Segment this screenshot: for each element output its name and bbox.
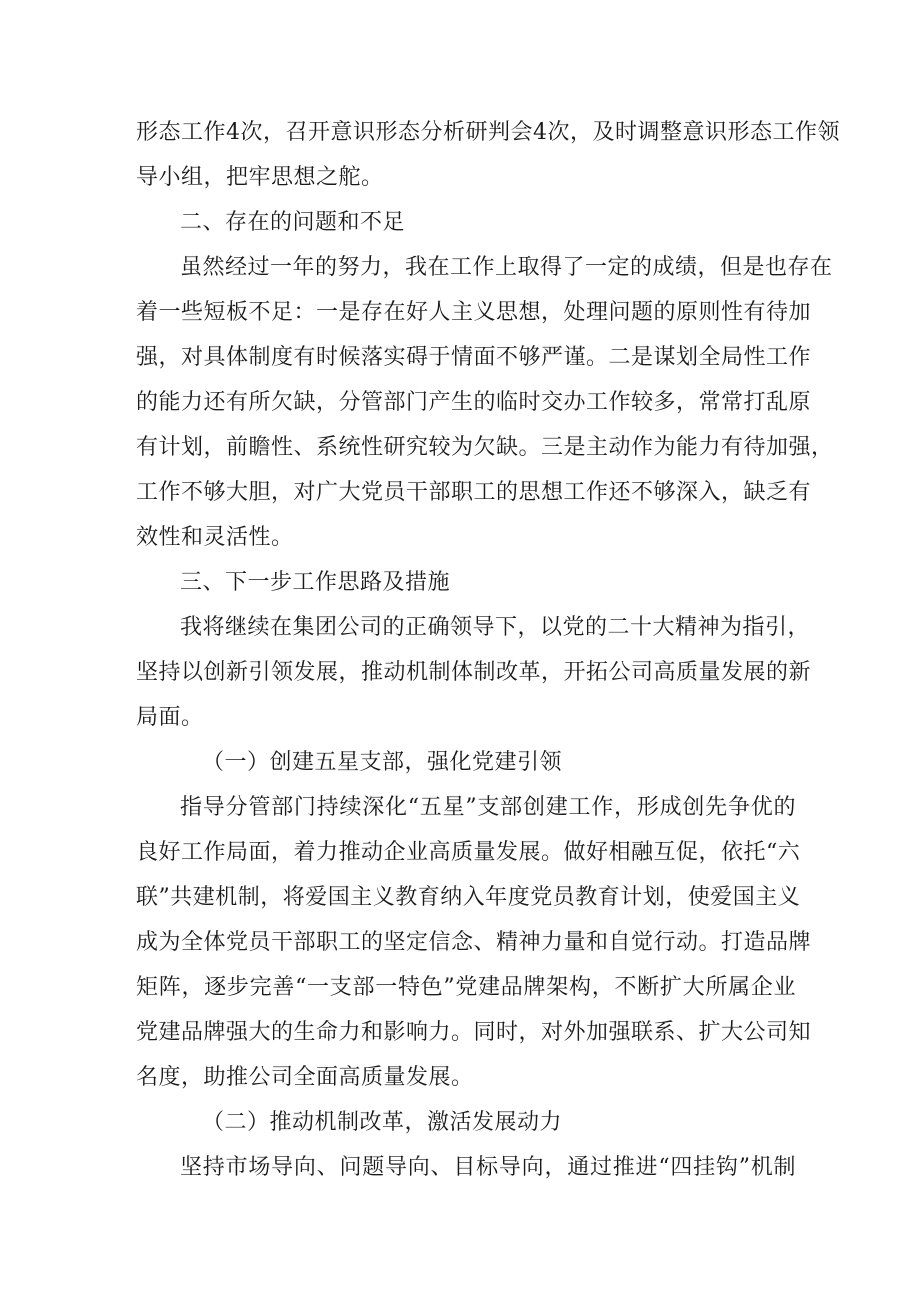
paragraph-line: 虽然经过一年的努力，我在工作上取得了一定的成绩，但是也存在 xyxy=(180,255,833,280)
paragraph-line: 着一些短板不足：一是存在好人主义思想，处理问题的原则性有待加 xyxy=(136,300,812,325)
paragraph-line: 效性和灵活性。 xyxy=(136,525,294,550)
paragraph-line: 坚持市场导向、问题导向、目标导向，通过推进“四挂钩”机制 xyxy=(180,1155,796,1180)
paragraph-line: 导小组，把牢思想之舵。 xyxy=(136,165,384,190)
paragraph-line: 成为全体党员干部职工的坚定信念、精神力量和自觉行动。打造品牌 xyxy=(136,930,812,955)
paragraph-line: 坚持以创新引领发展，推动机制体制改革，开拓公司高质量发展的新 xyxy=(136,660,812,685)
paragraph-line: 矩阵，逐步完善“一支部一特色”党建品牌架构，不断扩大所属企业 xyxy=(136,975,796,1000)
paragraph-line: 良好工作局面，着力推动企业高质量发展。做好相融互促，依托“六 xyxy=(136,840,801,865)
paragraph-line: 局面。 xyxy=(136,705,204,730)
subsection-heading-1: （一）创建五星支部，强化党建引领 xyxy=(202,750,563,775)
paragraph-line: 工作不够大胆，对广大党员干部职工的思想工作还不够深入，缺乏有 xyxy=(136,480,812,505)
paragraph-line: 指导分管部门持续深化“五星”支部创建工作，形成创先争优的 xyxy=(180,795,796,820)
paragraph-line: 我将继续在集团公司的正确领导下，以党的二十大精神为指引， xyxy=(180,615,811,640)
paragraph-line: 强，对具体制度有时候落实碍于情面不够严谨。二是谋划全局性工作 xyxy=(136,345,812,370)
subsection-heading-2: （二）推动机制改革，激活发展动力 xyxy=(202,1110,563,1135)
paragraph-line: 的能力还有所欠缺，分管部门产生的临时交办工作较多，常常打乱原 xyxy=(136,390,812,415)
paragraph-line: 联”共建机制，将爱国主义教育纳入年度党员教育计划，使爱国主义 xyxy=(136,885,801,910)
paragraph-line: 名度，助推公司全面高质量发展。 xyxy=(136,1065,474,1090)
section-heading-3: 三、下一步工作思路及措施 xyxy=(180,570,451,595)
paragraph-line: 党建品牌强大的生命力和影响力。同时，对外加强联系、扩大公司知 xyxy=(136,1020,812,1045)
section-heading-2: 二、存在的问题和不足 xyxy=(180,210,406,235)
paragraph-line: 有计划，前瞻性、系统性研究较为欠缺。三是主动作为能力有待加强， xyxy=(136,435,834,460)
paragraph-line: 形态工作4次，召开意识形态分析研判会4次，及时调整意识形态工作领 xyxy=(136,120,840,145)
